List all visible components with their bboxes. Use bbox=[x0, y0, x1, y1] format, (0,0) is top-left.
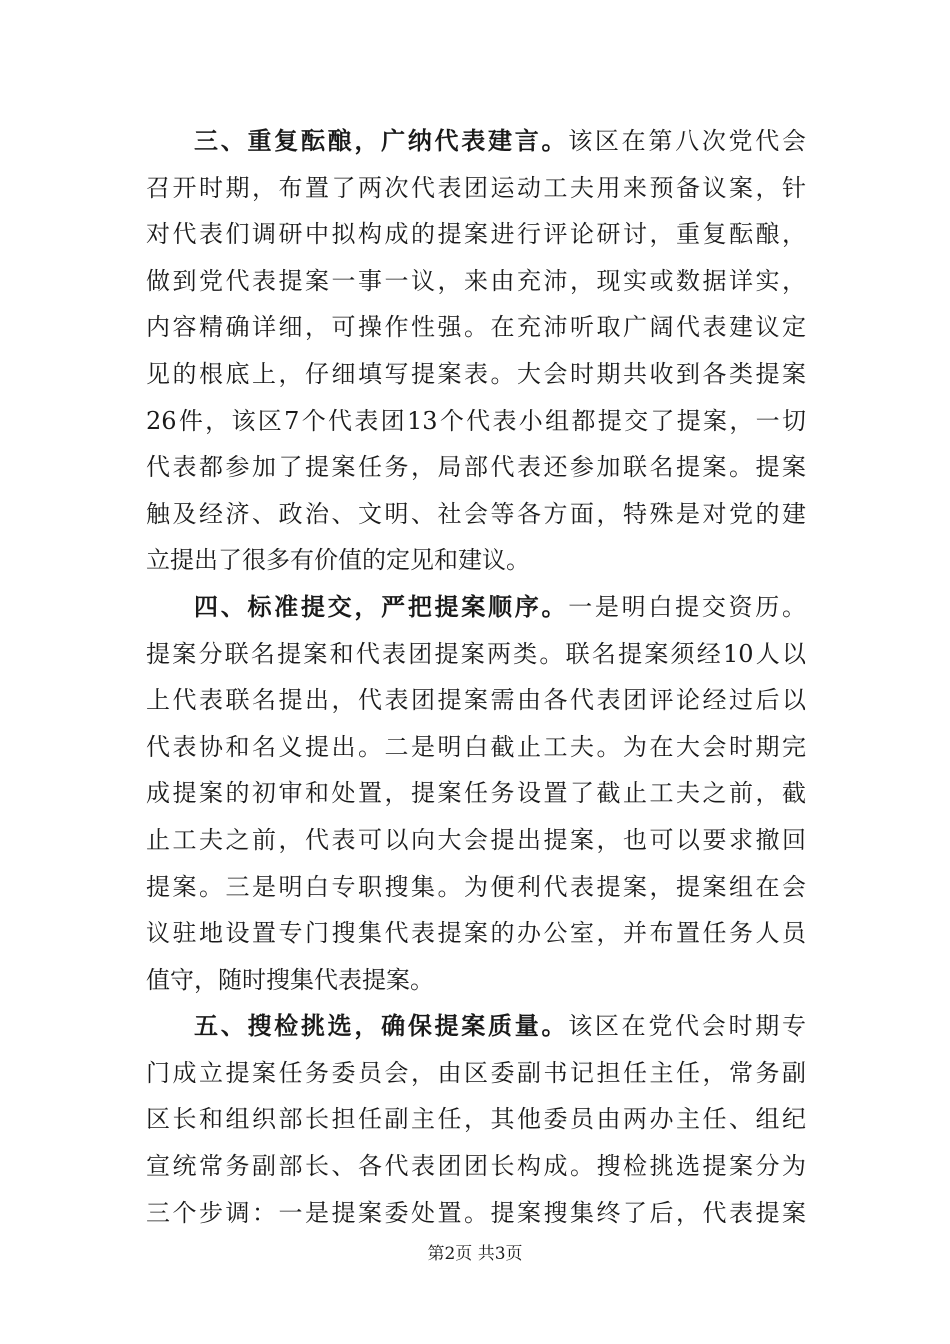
text-line bbox=[146, 1096, 806, 1143]
text-line bbox=[146, 1190, 806, 1237]
text-line bbox=[146, 537, 806, 584]
line-text: 召开时期，布置了两次代表团运动工夫用来预备议案，针 bbox=[146, 173, 806, 202]
text-line bbox=[146, 444, 806, 491]
paragraph bbox=[146, 118, 806, 584]
document-body bbox=[146, 118, 806, 1236]
text-line bbox=[146, 211, 806, 258]
text-line bbox=[146, 351, 806, 398]
text-line bbox=[146, 491, 806, 538]
line-text: 区长和组织部长担任副主任，其他委员由两办主任、组纪 bbox=[146, 1105, 806, 1134]
page-footer: 第2页 共3页 bbox=[427, 1244, 523, 1264]
text-line bbox=[146, 258, 806, 305]
text-line bbox=[146, 910, 806, 957]
text-line bbox=[146, 957, 806, 1004]
line-text: 议驻地设置专门搜集代表提案的办公室，并布置任务人员 bbox=[146, 919, 806, 948]
line-text: 成提案的初审和处置，提案任务设置了截止工夫之前，截 bbox=[146, 779, 806, 808]
line-text: 提案分联名提案和代表团提案两类。联名提案须经10人以 bbox=[146, 639, 806, 668]
line-text: 触及经济、政治、文明、社会等各方面，特殊是对党的建 bbox=[146, 499, 806, 528]
text-line bbox=[146, 1003, 806, 1050]
line-text: 代表协和名义提出。二是明白截止工夫。为在大会时期完 bbox=[146, 732, 806, 761]
line-text: 宣统常务副部长、各代表团团长构成。搜检挑选提案分为 bbox=[146, 1152, 806, 1181]
line-text: 该区在第八次党代会 bbox=[568, 127, 807, 155]
line-text: 对代表们调研中拟构成的提案进行评论研讨，重复酝酿， bbox=[146, 220, 806, 249]
text-line bbox=[146, 118, 806, 165]
line-text: 门成立提案任务委员会，由区委副书记担任主任，常务副 bbox=[146, 1058, 806, 1087]
line-text: 三个步调：一是提案委处置。提案搜集终了后，代表提案 bbox=[146, 1198, 806, 1227]
text-line bbox=[146, 165, 806, 212]
line-text: 值守，随时搜集代表提案。 bbox=[146, 965, 434, 994]
text-line bbox=[146, 304, 806, 351]
text-line bbox=[146, 631, 806, 678]
text-line bbox=[146, 584, 806, 631]
line-text: 该区在党代会时期专 bbox=[568, 1012, 807, 1041]
text-line bbox=[146, 677, 806, 724]
text-line bbox=[146, 817, 806, 864]
text-line bbox=[146, 770, 806, 817]
line-text: 内容精确详细，可操作性强。在充沛听取广阔代表建议定 bbox=[146, 313, 806, 342]
line-text: 上代表联名提出，代表团提案需由各代表团评论经过后以 bbox=[146, 686, 806, 715]
line-text: 立提出了很多有价值的定见和建议。 bbox=[146, 546, 530, 575]
section-heading: 三、重复酝酿，广纳代表建言。 bbox=[194, 126, 569, 155]
paragraph bbox=[146, 1003, 806, 1236]
paragraph bbox=[146, 584, 806, 1003]
line-text: 做到党代表提案一事一议，来由充沛，现实或数据详实， bbox=[146, 266, 806, 295]
text-line bbox=[146, 1050, 806, 1097]
text-line bbox=[146, 398, 806, 445]
section-heading: 四、标准提交，严把提案顺序。 bbox=[194, 591, 569, 621]
line-text: 止工夫之前，代表可以向大会提出提案，也可以要求撤回 bbox=[146, 825, 806, 854]
line-text: 26件，该区7个代表团13个代表小组都提交了提案，一切 bbox=[146, 406, 806, 435]
section-heading: 五、搜检挑选，确保提案质量。 bbox=[194, 1011, 569, 1041]
line-text: 代表都参加了提案任务，局部代表还参加联名提案。提案 bbox=[146, 453, 806, 482]
line-text: 提案。三是明白专职搜集。为便利代表提案，提案组在会 bbox=[146, 872, 806, 901]
text-line bbox=[146, 864, 806, 911]
text-line bbox=[146, 1143, 806, 1190]
line-text: 见的根底上，仔细填写提案表。大会时期共收到各类提案 bbox=[146, 359, 806, 388]
text-line bbox=[146, 724, 806, 771]
line-text: 一是明白提交资历。 bbox=[568, 592, 807, 621]
